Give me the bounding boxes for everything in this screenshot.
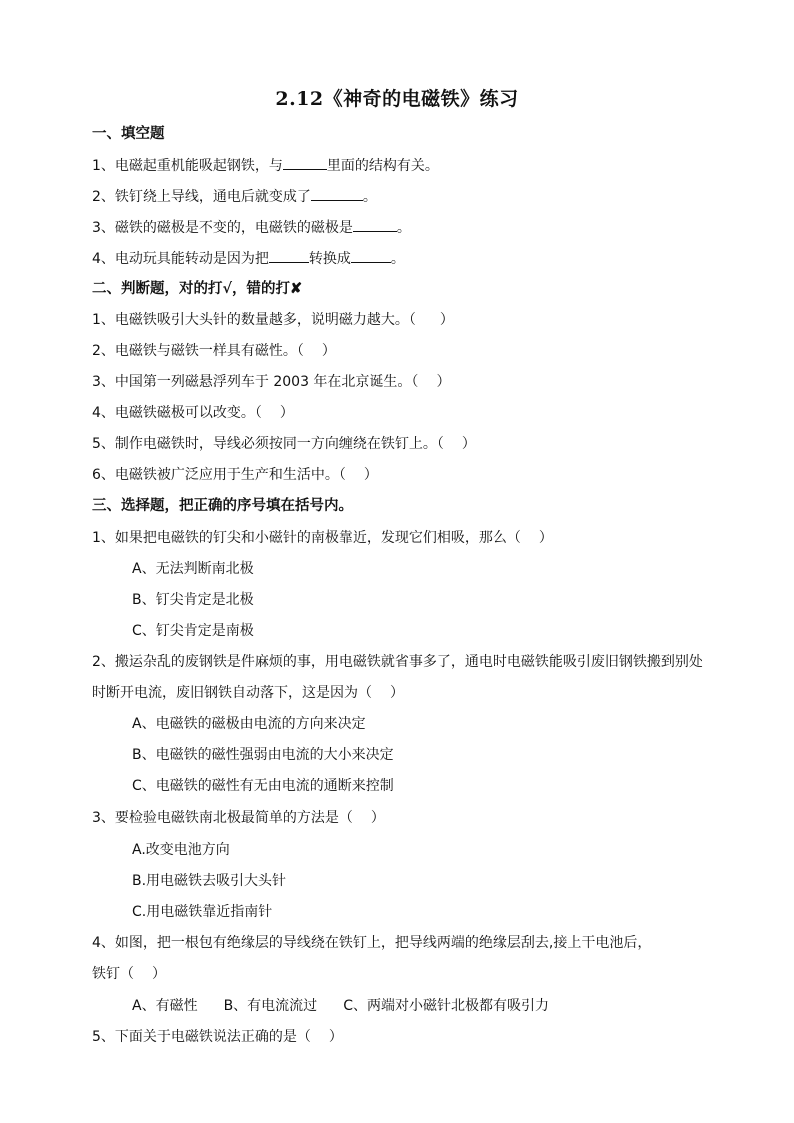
- true-false-question-1: 1、电磁铁吸引大头针的数量越多，说明磁力越大。（ ）: [92, 312, 454, 328]
- true-false-question-5: 5、制作电磁铁时，导线必须按同一方向缠绕在铁钉上。（ ）: [92, 436, 476, 452]
- choice-question-2-line-2: 时断开电流，废旧钢铁自动落下，这是因为（ ）: [92, 685, 404, 701]
- true-false-question-6: 6、电磁铁被广泛应用于生产和生活中。（ ）: [92, 467, 378, 483]
- true-false-question-2: 2、电磁铁与磁铁一样具有磁性。（ ）: [92, 343, 336, 359]
- fill-blank-question-2: 2、铁钉绕上导线，通电后就变成了 。: [92, 186, 377, 207]
- choice-option-b[interactable]: B、有电流流过: [223, 998, 318, 1014]
- section-heading-true-false: 二、判断题，对的打√，错的打✘: [92, 280, 303, 297]
- page-title: 2.12《神奇的电磁铁》练习: [275, 88, 519, 110]
- choice-option-a[interactable]: A.改变电池方向: [132, 842, 230, 858]
- choice-question-4-line-1: 4、如图，把一根包有绝缘层的导线绕在铁钉上，把导线两端的绝缘层刮去,接上干电池后，: [92, 935, 652, 951]
- choice-option-a[interactable]: A、有磁性: [132, 998, 198, 1014]
- choice-option-c[interactable]: C、钉尖肯定是南极: [132, 623, 254, 639]
- choice-option-a[interactable]: A、无法判断南北极: [132, 561, 254, 577]
- section-heading-multiple-choice: 三、选择题，把正确的序号填在括号内。: [92, 497, 353, 514]
- answer-blank[interactable]: [311, 186, 363, 201]
- true-false-question-4: 4、电磁铁磁极可以改变。（ ）: [92, 405, 294, 421]
- choice-option-b[interactable]: B、电磁铁的磁性强弱由电流的大小来决定: [132, 747, 394, 763]
- choice-option-c[interactable]: C、电磁铁的磁性有无由电流的通断来控制: [132, 778, 394, 794]
- choice-question-2-line-1: 2、搬运杂乱的废钢铁是件麻烦的事，用电磁铁就省事多了，通电时电磁铁能吸引废旧钢铁搬到别处: [92, 654, 703, 670]
- choice-question-5: 5、下面关于电磁铁说法正确的是（ ）: [92, 1029, 343, 1045]
- choice-option-a[interactable]: A、电磁铁的磁极由电流的方向来决定: [132, 716, 366, 732]
- choice-question-1: 1、如果把电磁铁的钉尖和小磁针的南极靠近，发现它们相吸，那么（ ）: [92, 530, 553, 546]
- choice-options-row: [132, 996, 549, 1016]
- fill-blank-question-3: 3、磁铁的磁极是不变的，电磁铁的磁极是 。: [92, 217, 411, 238]
- answer-blank[interactable]: [353, 217, 397, 232]
- fill-blank-question-4: 4、电动玩具能转动是因为把 转换成 。: [92, 248, 405, 269]
- choice-option-c[interactable]: C.用电磁铁靠近指南针: [132, 904, 273, 920]
- choice-option-b[interactable]: B.用电磁铁去吸引大头针: [132, 873, 287, 889]
- answer-blank[interactable]: [269, 248, 309, 263]
- fill-blank-question-1: 1、电磁起重机能吸起钢铁，与 里面的结构有关。: [92, 155, 439, 176]
- choice-question-4-line-2: 铁钉（ ）: [92, 966, 166, 982]
- choice-option-b[interactable]: B、钉尖肯定是北极: [132, 592, 254, 608]
- answer-blank[interactable]: [351, 248, 391, 263]
- choice-question-3: 3、要检验电磁铁南北极最简单的方法是（ ）: [92, 810, 385, 826]
- choice-option-c[interactable]: C、两端对小磁针北极都有吸引力: [343, 998, 549, 1014]
- section-heading-fill-blank: 一、填空题: [92, 125, 165, 142]
- true-false-question-3: 3、中国第一列磁悬浮列车于 2003 年在北京诞生。（ ）: [92, 374, 451, 390]
- answer-blank[interactable]: [283, 155, 327, 170]
